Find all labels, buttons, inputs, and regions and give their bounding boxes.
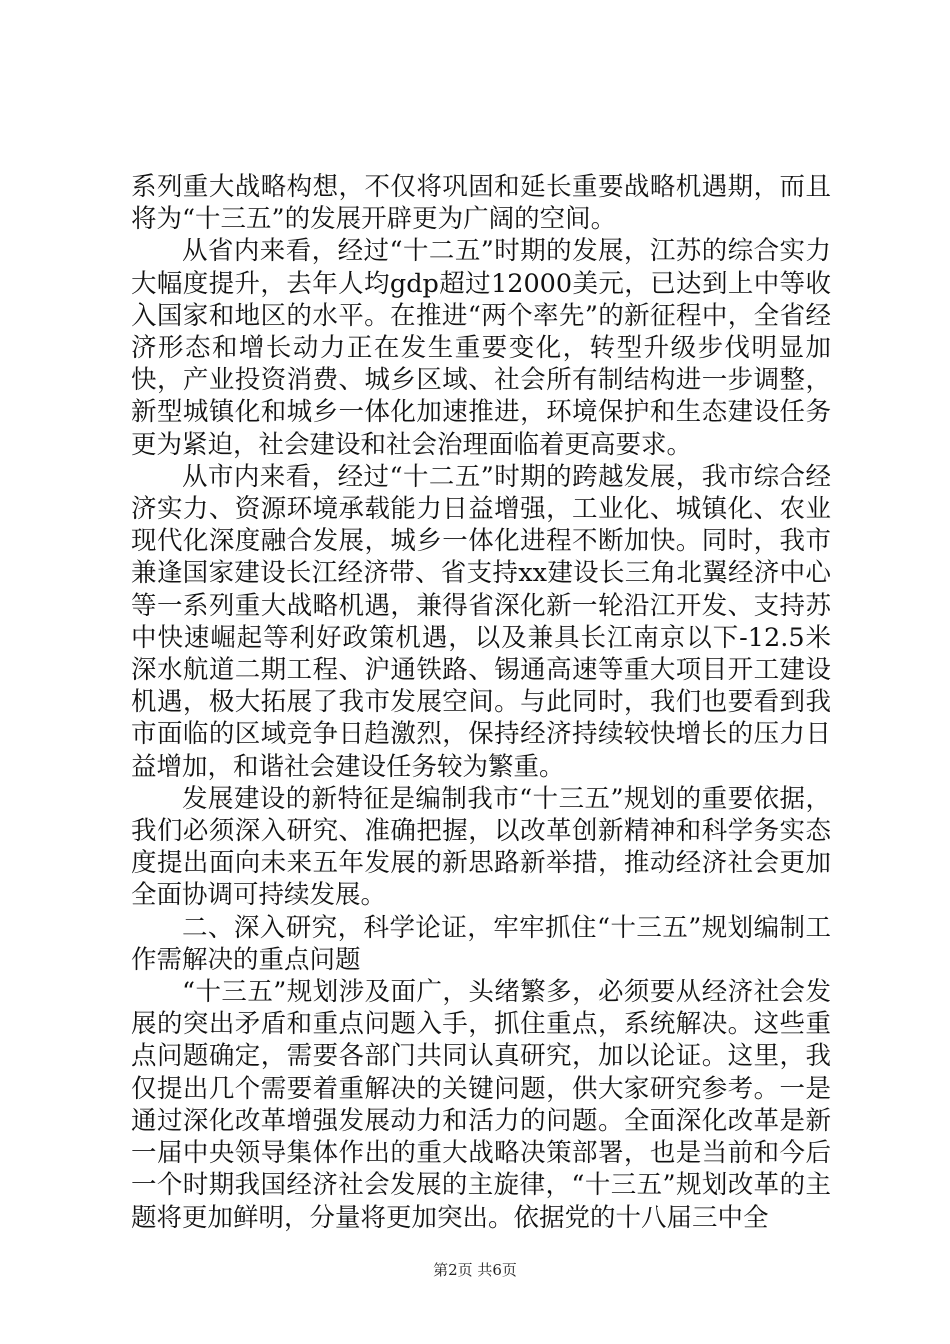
paragraph: 发展建设的新特征是编制我市“十三五”规划的重要依据，我们必须深入研究、准确把握，以改革创新精神和科学务实态度提出面向未来五年发展的新思路新举措，推动经济社会更加全面协调可持续发展。	[131, 783, 831, 911]
page-number-footer: 第2页 共6页	[433, 1261, 517, 1279]
section-heading: 二、深入研究，科学论证，牢牢抓住“十三五”规划编制工作需解决的重点问题	[131, 912, 831, 975]
paragraph: 从市内来看，经过“十二五”时期的跨越发展，我市综合经济实力、资源环境承载能力日益增强，工业化、城镇化、农业现代化深度融合发展，城乡一体化进程不断加快。同时，我市兼逢国家建设长江经济带、省支持xx建设长三角北翼经济中心等一系列重大战略机遇，兼得省深化新一轮沿江开发、支持苏中快速崛起等利好政策机遇，以及兼具长江南京以下-12.5米深水航道二期工程、沪通铁路、锡通高速等重大项目开工建设机遇，极大拓展了我市发展空间。与此同时，我们也要看到我市面临的区域竞争日趋激烈，保持经济持续较快增长的压力日益增加，和谐社会建设任务较为繁重。	[131, 461, 831, 782]
paragraph: “十三五”规划涉及面广，头绪繁多，必须要从经济社会发展的突出矛盾和重点问题入手，抓住重点，系统解决。这些重点问题确定，需要各部门共同认真研究，加以论证。这里，我仅提出几个需要着重解决的关键问题，供大家研究参考。一是通过深化改革增强发展动力和活力的问题。全面深化改革是新一届中央领导集体作出的重大战略决策部署，也是当前和今后一个时期我国经济社会发展的主旋律，“十三五”规划改革的主题将更加鲜明，分量将更加突出。依据党的十八届三中全	[131, 977, 831, 1233]
paragraph: 从省内来看，经过“十二五”时期的发展，江苏的综合实力大幅度提升，去年人均gdp超过12000美元，已达到上中等收入国家和地区的水平。在推进“两个率先”的新征程中，全省经济形态和增长动力正在发生重要变化，转型升级步伐明显加快，产业投资消费、城乡区域、社会所有制结构进一步调整，新型城镇化和城乡一体化加速推进，环境保护和生态建设任务更为紧迫，社会建设和社会治理面临着更高要求。	[131, 236, 831, 460]
paragraph: 系列重大战略构想，不仅将巩固和延长重要战略机遇期，而且将为“十三五”的发展开辟更为广阔的空间。	[131, 172, 831, 235]
document-body	[131, 171, 831, 1234]
